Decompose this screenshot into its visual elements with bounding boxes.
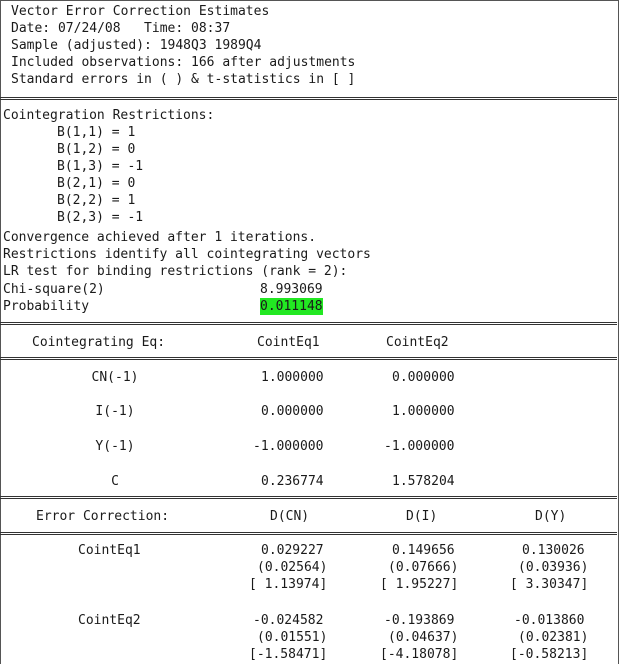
ec-std-error: (0.01551) <box>257 630 328 645</box>
coint-cell: 1.000000 <box>392 404 455 419</box>
lr-test-line: LR test for binding restrictions (rank = 2): <box>3 264 348 279</box>
ec-coef: 0.029227 <box>261 543 324 558</box>
sample-line: Sample (adjusted): 1948Q3 1989Q4 <box>11 38 262 53</box>
restriction-item: B(2,1) = 0 <box>57 176 136 191</box>
ec-coef: 0.149656 <box>392 543 455 558</box>
table-divider <box>0 357 617 360</box>
ec-t-stat: [ 1.13974] <box>249 577 328 592</box>
coint-row-label: CN(-1) <box>91 370 139 385</box>
chi-square-label: Chi-square(2) <box>3 282 105 297</box>
ec-coef: 0.130026 <box>522 543 585 558</box>
standard-errors-note: Standard errors in ( ) & t-statistics in [ ] <box>11 72 356 87</box>
coint-cell: -1.000000 <box>384 439 455 454</box>
section-divider <box>0 322 617 325</box>
coint-cell: 1.000000 <box>261 370 324 385</box>
probability-label: Probability <box>3 299 90 314</box>
restriction-item: B(2,3) = -1 <box>57 210 144 225</box>
ec-header-label: Error Correction: <box>36 509 170 524</box>
restriction-item: B(1,1) = 1 <box>57 125 136 140</box>
restriction-item: B(2,2) = 1 <box>57 193 136 208</box>
coint-cell: 0.236774 <box>261 474 324 489</box>
ec-t-stat: [-0.58213] <box>510 647 589 662</box>
identify-line: Restrictions identify all cointegrating vectors <box>3 247 371 262</box>
coint-cell: -1.000000 <box>253 439 324 454</box>
coint-row-label: C <box>111 474 119 489</box>
ec-t-stat: [ 1.95227] <box>380 577 459 592</box>
ec-row-label: CointEq2 <box>78 613 141 628</box>
ec-t-stat: [ 3.30347] <box>510 577 589 592</box>
ec-std-error: (0.04637) <box>388 630 459 645</box>
ec-t-stat: [-4.18078] <box>380 647 459 662</box>
ec-coef: -0.193869 <box>384 613 455 628</box>
coint-row-label: Y(-1) <box>95 439 135 454</box>
ec-std-error: (0.02564) <box>257 560 328 575</box>
coint-cell: 1.578204 <box>392 474 455 489</box>
convergence-line: Convergence achieved after 1 iterations. <box>3 230 317 245</box>
ec-std-error: (0.03936) <box>518 560 589 575</box>
ec-coef: -0.024582 <box>253 613 324 628</box>
ec-col-header: D(I) <box>406 509 438 524</box>
chi-square-value: 8.993069 <box>260 282 323 297</box>
restriction-item: B(1,3) = -1 <box>57 159 144 174</box>
ec-std-error: (0.07666) <box>388 560 459 575</box>
probability-value: 0.011148 <box>260 299 323 314</box>
coint-row-label: I(-1) <box>95 404 135 419</box>
restrictions-heading: Cointegration Restrictions: <box>3 108 215 123</box>
coint-cell: 0.000000 <box>392 370 455 385</box>
ec-col-header: D(Y) <box>535 509 567 524</box>
output-title: Vector Error Correction Estimates <box>11 4 270 19</box>
ec-col-header: D(CN) <box>270 509 310 524</box>
section-divider <box>0 496 617 499</box>
ec-std-error: (0.02381) <box>518 630 589 645</box>
table-divider <box>0 532 617 535</box>
coint-col-header: CointEq2 <box>386 335 449 350</box>
ec-row-label: CointEq1 <box>78 543 141 558</box>
ec-coef: -0.013860 <box>514 613 585 628</box>
section-divider <box>0 97 617 100</box>
coint-col-header: CointEq1 <box>257 335 320 350</box>
date-time-line: Date: 07/24/08 Time: 08:37 <box>11 21 231 36</box>
observations-line: Included observations: 166 after adjustments <box>11 55 356 70</box>
restriction-item: B(1,2) = 0 <box>57 142 136 157</box>
ec-t-stat: [-1.58471] <box>249 647 328 662</box>
coint-cell: 0.000000 <box>261 404 324 419</box>
coint-header-label: Cointegrating Eq: <box>32 335 166 350</box>
